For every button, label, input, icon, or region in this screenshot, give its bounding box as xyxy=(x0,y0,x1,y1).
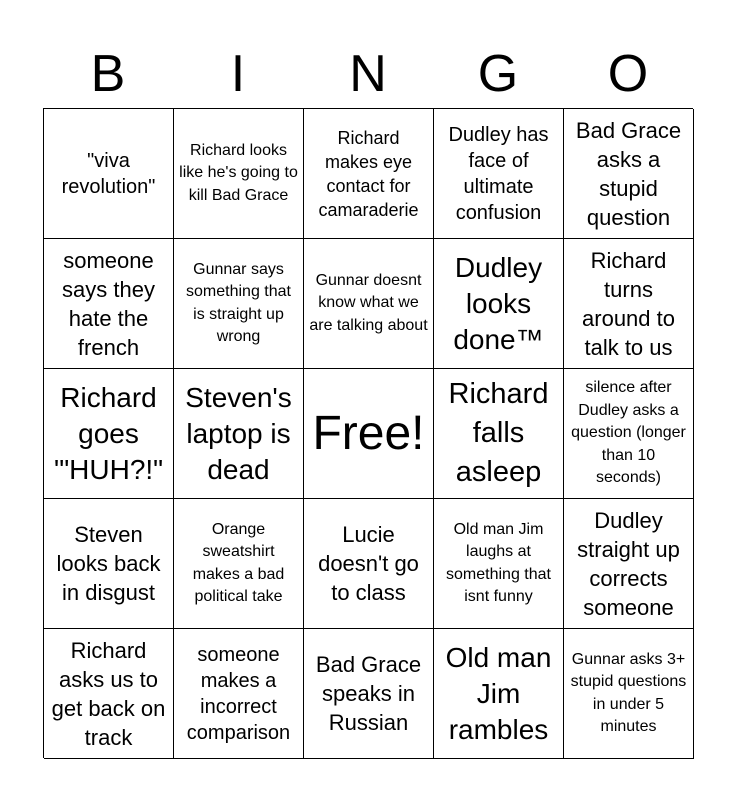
free-space-cell[interactable]: Free! xyxy=(304,369,434,499)
bingo-cell[interactable]: Bad Grace asks a stupid question xyxy=(564,109,694,239)
bingo-cell[interactable]: Dudley straight up corrects someone xyxy=(564,499,694,629)
bingo-cell[interactable]: Bad Grace speaks in Russian xyxy=(304,629,434,759)
header-letter-b: B xyxy=(90,45,126,103)
bingo-cell[interactable]: Richard turns around to talk to us xyxy=(564,239,694,369)
bingo-cell[interactable]: Richard falls asleep xyxy=(434,369,564,499)
bingo-header xyxy=(43,40,693,108)
bingo-cell[interactable]: "viva revolution" xyxy=(44,109,174,239)
bingo-cell[interactable]: Dudley has face of ultimate confusion xyxy=(434,109,564,239)
bingo-cell[interactable]: Steven's laptop is dead xyxy=(174,369,304,499)
bingo-cell[interactable]: Richard asks us to get back on track xyxy=(44,629,174,759)
bingo-cell[interactable]: Richard makes eye contact for camaraderie xyxy=(304,109,434,239)
bingo-cell[interactable]: Dudley looks done™ xyxy=(434,239,564,369)
header-letter-g: G xyxy=(477,45,519,103)
header-letter-o: O xyxy=(607,45,649,103)
bingo-cell[interactable]: someone says they hate the french xyxy=(44,239,174,369)
bingo-cell[interactable]: Orange sweatshirt makes a bad political take xyxy=(174,499,304,629)
bingo-cell[interactable]: Lucie doesn't go to class xyxy=(304,499,434,629)
bingo-cell[interactable]: Steven looks back in disgust xyxy=(44,499,174,629)
bingo-cell[interactable]: Richard goes '"HUH?!" xyxy=(44,369,174,499)
bingo-cell[interactable]: Richard looks like he's going to kill Bad Grace xyxy=(174,109,304,239)
bingo-cell[interactable]: Old man Jim laughs at something that isnt funny xyxy=(434,499,564,629)
header-letter-i: I xyxy=(230,45,246,103)
bingo-cell[interactable]: Gunnar doesnt know what we are talking about xyxy=(304,239,434,369)
bingo-board xyxy=(43,108,693,758)
bingo-cell[interactable]: someone makes a incorrect comparison xyxy=(174,629,304,759)
bingo-cell[interactable]: Gunnar says something that is straight up wrong xyxy=(174,239,304,369)
bingo-cell[interactable]: Old man Jim rambles xyxy=(434,629,564,759)
header-letter-n: N xyxy=(349,45,387,103)
bingo-cell[interactable]: Gunnar asks 3+ stupid questions in under 5 minutes xyxy=(564,629,694,759)
bingo-cell[interactable]: silence after Dudley asks a question (longer than 10 seconds) xyxy=(564,369,694,499)
